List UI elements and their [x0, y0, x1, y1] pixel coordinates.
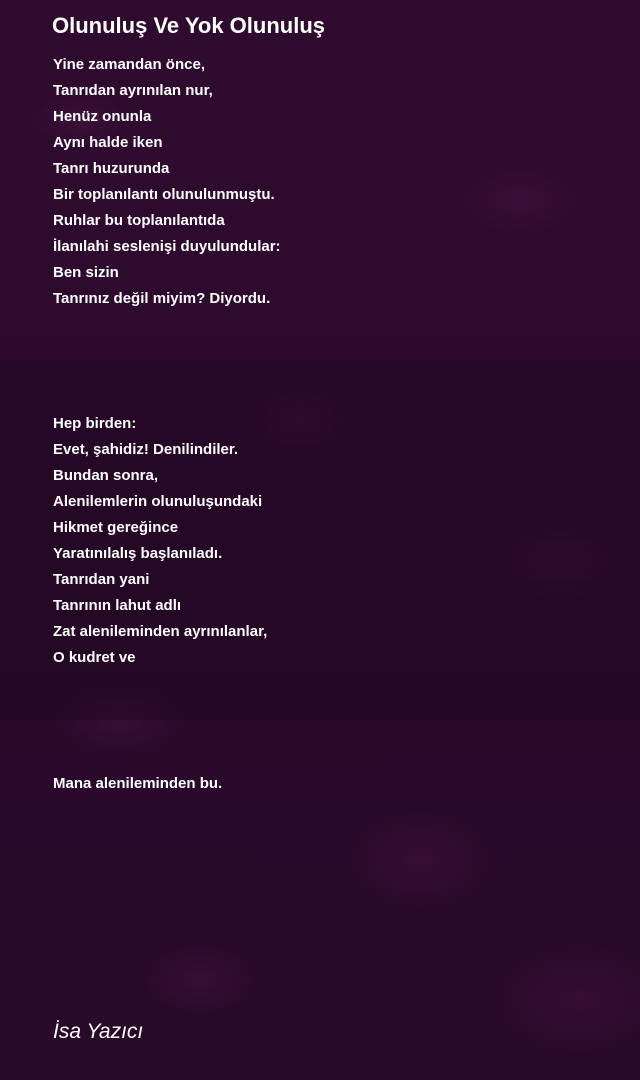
poem-line: Yine zamandan önce, — [53, 56, 205, 73]
poem-line: Alenilemlerin olunuluşundaki — [53, 493, 263, 510]
poem-line: Aynı halde iken — [53, 134, 163, 151]
poem-line: Tanrıdan yani — [53, 571, 150, 588]
poem-author: İsa Yazıcı — [53, 1020, 144, 1043]
poem-title: Olunuluş Ve Yok Olunuluş — [52, 13, 326, 38]
poem-line: Yaratınılalış başlanıladı. — [53, 545, 223, 562]
poem-line: Ruhlar bu toplanılantıda — [53, 212, 225, 229]
poem-line: Bundan sonra, — [53, 467, 159, 484]
poem-line: Ben sizin — [53, 264, 119, 281]
poem-line: Hep birden: — [53, 415, 137, 432]
poem-line: Tanrınız değil miyim? Diyordu. — [53, 290, 271, 307]
poem-line: İlanılahi seslenişi duyulundular: — [53, 238, 281, 255]
poem-line: Tanrının lahut adlı — [53, 597, 182, 614]
poem-line: Mana alenileminden bu. — [53, 775, 223, 792]
poem-line: Bir toplanılantı olunulunmuştu. — [53, 186, 275, 203]
poem-line: Hikmet gereğince — [53, 519, 179, 536]
poem-line: O kudret ve — [53, 649, 136, 666]
poem-line: Zat alenileminden ayrınılanlar, — [53, 623, 268, 640]
stanza-2 — [53, 411, 267, 671]
poem-line: Tanrıdan ayrınılan nur, — [53, 82, 213, 99]
poem-line: Evet, şahidiz! Denilindiler. — [53, 441, 239, 458]
poem-line: Henüz onunla — [53, 108, 152, 125]
poem-line: Tanrı huzurunda — [53, 160, 170, 177]
stanza-1 — [53, 52, 281, 312]
stanza-3 — [53, 771, 222, 797]
